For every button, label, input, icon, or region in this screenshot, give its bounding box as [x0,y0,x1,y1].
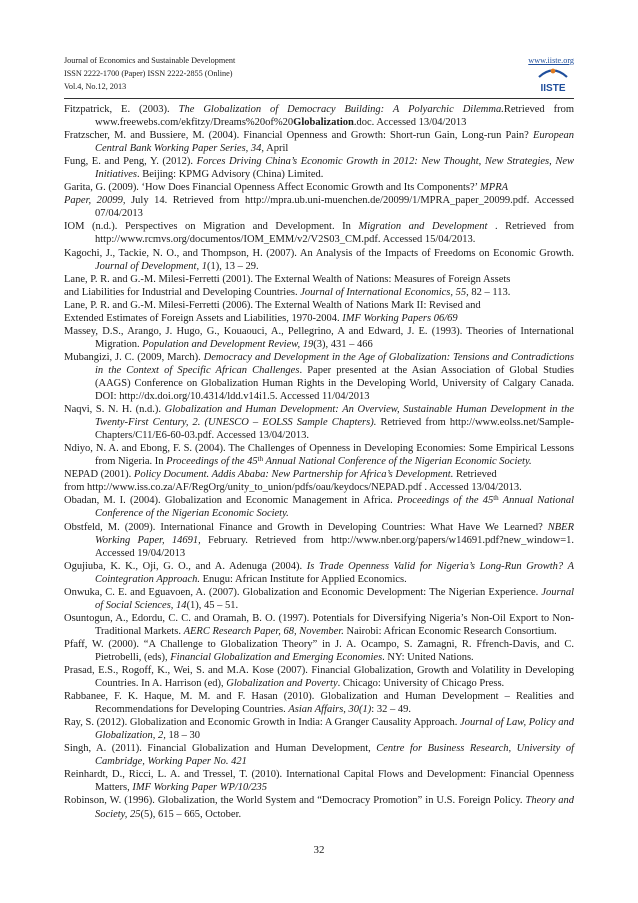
reference-text: Lane, P. R. and G.-M. Milesi-Ferretti (2006). The External Wealth of Nations Mark II: Revised and [64,299,481,311]
reference-text: NEPAD (2001). [64,469,134,481]
reference-text: Asian Affairs, 30(1) [288,704,372,716]
reference-text: Nairobi: African Economic Research Consortium. [343,625,557,637]
reference-text: February. Retrieved from http://www.nber.org/papers/w14691.pdf?new_window=1. Accessed 19/04/2013 [95,534,574,559]
reference-text: Migration and Development [358,221,488,233]
reference-entry [64,742,574,768]
reference-text: Retrieved from http://www.eolss.net/Sample-Chapters/C11/E6-60-03.pdf. Accessed 13/04/2013. [95,417,574,442]
reference-entry [64,155,574,181]
reference-list [64,103,574,821]
reference-text: Proceedings of the 45 [396,495,494,507]
journal-title: Journal of Economics and Sustainable Development [64,56,236,65]
reference-text: 1 [201,260,207,272]
journal-volume: Vol.4, No.12, 2013 [64,82,127,91]
reference-entry [64,403,574,442]
website-link[interactable]: www.iiste.org [528,56,574,65]
reference-text: Mubangizi, J. C. (2009, March). [64,351,204,363]
reference-entry [64,103,574,129]
reference-text: IMF Working Papers 06/69 [342,312,458,324]
reference-text: AERC Research Paper, 68, November. [183,625,344,637]
reference-text: Annual National Conference of the Nigerian Economic Society. [263,456,532,468]
reference-text: .doc. Accessed 13/04/2013 [353,117,467,129]
reference-entry [64,442,574,468]
reference-text: Prasad, E.S., Rogoff, K., Wei, S. and M.A. Kose (2007). Financial Globalization, Growth and Volatility in Developing Countries. In A. Harrison (ed), [64,665,574,690]
reference-text: Singh, A. (2011). Financial Globalization and Human Development, [64,743,377,755]
reference-entry [64,638,574,664]
reference-text: Fung, E. and Peng, Y. (2012). [64,156,197,168]
reference-text: (1), 45 – 51. [186,599,239,611]
reference-entry [64,325,574,351]
header-divider [64,98,574,99]
reference-text: Ogujiuba, K. K., Oji, G. O., and A. Adenuga (2004). [64,560,307,572]
reference-entry [64,690,574,716]
reference-text: Extended Estimates of Foreign Assets and Liabilities, 1970-2004. [64,312,343,324]
reference-text: Annual National Conference of the Nigerian Economic Society. [95,495,574,520]
reference-text: Journal of International Economics, 55 [300,286,467,298]
reference-text: April [264,143,289,155]
reference-text: . NY: United Nations. [382,651,474,663]
reference-text: IMF Working Paper WP/10/235 [132,782,267,794]
reference-entry [64,220,574,246]
reference-text: . Chicago: University of Chicago Press. [337,678,505,690]
journal-header [64,54,574,93]
reference-entry [64,247,574,273]
reference-entry [64,351,574,403]
reference-text: Fitzpatrick, E. (2003). [64,104,179,115]
logo-arc-icon [539,69,567,77]
reference-text: Fratzscher, M. and Bussiere, M. (2004). Financial Openness and Growth: Short-run Gain, Long-run Pain? [64,130,533,142]
reference-entry [64,181,574,194]
reference-text: Retrieved from www.freewebs.com/ekfitzy/Dreams%20of%20 [95,104,575,129]
reference-text: MPRA [480,182,509,194]
reference-entry [64,586,574,612]
reference-text: Onwuka, C. E. and Eguavoen, A. (2007). Globalization and Economic Development: The Nigerian Experience. [64,586,542,598]
reference-text: NBER Working Paper, 14691, [95,521,574,546]
page-number: 32 [313,844,325,856]
reference-entry [64,521,574,560]
reference-text: Obadan, M. I. (2004). Globalization and Economic Management in Africa. [64,495,397,507]
reference-text: Globalization and Poverty [226,678,338,690]
reference-text: Globalization and Human Development: An Overview, Sustainable Human Development in the Twenty-First Century, 2. (UNESCO – EOLSS Sample Chapters). [95,404,574,429]
reference-text: Kagochi, J., Tackie, N. O., and Thompson, H. (2007). An Analysis of the Impacts of Freedoms on Economic Growth. [64,247,574,259]
reference-entry [64,286,574,299]
reference-text: The Globalization of Democracy Building: A Polyarchic Dilemma. [178,104,504,115]
reference-text: Financial Globalization and Emerging Economies [170,651,383,663]
reference-text: Pfaff, W. (2000). “A Challenge to Globalization Theory” in J. A. Ocampo, S. Zamagni, R. Ffrench-Davis, and C. Pietrobelli, (eds), [64,638,574,663]
reference-entry [64,481,574,494]
reference-entry [64,312,574,325]
reference-text: Reinhardt, D., Ricci, L. A. and Tressel, T. (2010). International Capital Flows and Development: Financial Openness Matters, [64,769,574,794]
logo-text: IISTE [540,83,566,94]
reference-text: Policy Document. Addis Ababa: New Partnership for Africa’s Development. [133,469,454,481]
reference-entry [64,494,574,520]
reference-text: Ndiyo, N. A. and Ebong, F. S. (2004). The Challenges of Openness in Developing Economies: Some Empirical Lessons from Nigeria. In [64,443,574,468]
reference-entry [64,468,574,481]
reference-text: Naqvi, S. N. H. (n.d.). [64,404,165,416]
reference-entry [64,129,574,155]
reference-text: Centre for Business Research, University of Cambridge, Working Paper No. 421 [95,743,574,768]
reference-text: . Paper presented at the Asian Association of Global Studies (AAGS) Conference on Globalization Human Rights in the Developing World, University of Calgary Canada. DOI: http://dx.doi.org/10.4314/ldd.v14i1.5. Accessed 11/04/2013 [95,364,574,403]
reference-text: (1), 13 – 29. [206,260,259,272]
reference-text: Enugu: African Institute for Applied Economics. [200,573,407,585]
reference-text: Ray, S. (2012). Globalization and Economic Growth in India: A Granger Causality Approach. [64,717,461,729]
reference-entry [64,299,574,312]
reference-text: Lane, P. R. and G.-M. Milesi-Ferretti (2001). The External Wealth of Nations: Measures of Foreign Assets [64,273,511,285]
reference-text: (3), 431 – 466 [313,338,373,350]
reference-entry [64,664,574,690]
reference-text: Population and Development Review, 19 [142,338,314,350]
reference-entry [64,560,574,586]
reference-entry [64,612,574,638]
reference-entry [64,768,574,794]
reference-text: : 32 – 49. [371,704,411,716]
reference-text: July 14. Retrieved from http://mpra.ub.uni-muenchen.de/20099/1/MPRA_paper_20099.pdf. Accessed 07/04/2013 [95,195,574,220]
reference-entry [64,194,574,220]
reference-text: . Beijing: KPMG Advisory (China) Limited. [137,169,324,181]
reference-text: Proceedings of the 45 [166,456,258,468]
reference-entry [64,273,574,286]
reference-text: Journal of Social Sciences, 14 [95,586,574,611]
reference-text: Globalization [293,117,354,129]
reference-entry [64,716,574,742]
reference-text: Is Trade Openness Valid for Nigeria’s Long-Run Growth? A Cointegration Approach. [95,560,574,585]
reference-text: European Central Bank Working Paper Series, 34, [95,130,574,155]
iiste-logo [536,66,570,94]
reference-text: Theory and Society, 25 [95,795,574,820]
reference-text: th [493,494,499,503]
reference-text: Forces Driving China’s Economic Growth in 2012: New Thought, New Strategies, New Initiatives [95,156,575,181]
reference-text: Massey, D.S., Arango, J. Hugo, G., Kouaouci, A., Pellegrino, A and Edward, J. E. (1993). Theories of International Migration. [64,325,574,350]
reference-text: , 82 – 113. [466,286,511,298]
reference-text: th [257,455,264,464]
reference-text: Democracy and Development in the Age of Globalization: Tensions and Contradictions in the Context of Specific African Challenges [95,351,575,376]
reference-text: (5), 615 – 665, October. [140,808,242,820]
reference-text: . Retrieved from http://www.rcmvs.org/documentos/IOM_EMM/v2/V2S03_CM.pdf. Accessed 15/04/2013. [95,221,574,246]
reference-text: Obstfeld, M. (2009). International Finance and Growth in Developing Countries: What Have We Learned? [64,521,548,533]
reference-text: 18 – 30 [165,730,201,742]
reference-text: Robinson, W. (1996). Globalization, the World System and “Democracy Promotion” in U.S. Foreign Policy. [64,795,526,807]
reference-entry [64,794,574,820]
reference-text: IOM (n.d.). Perspectives on Migration and Development. In [64,221,359,233]
reference-text: Osuntogun, A., Edordu, C. C. and Oramah, B. O. (1997). Potentials for Diversifying Nigeria’s Non-Oil Export to Non-Traditional Markets. [64,612,574,637]
reference-text: Rabbanee, F. K. Haque, M. M. and F. Hasan (2010). Globalization and Human Development – Realities and Recommendations for Developing Countries. [64,691,574,716]
reference-text: Journal of Law, Policy and Globalization, 2, [95,717,574,742]
reference-text: Paper, 20099, [64,195,126,207]
journal-issn: ISSN 2222-1700 (Paper) ISSN 2222-2855 (Online) [64,69,233,78]
reference-text: Retrieved [453,469,497,481]
reference-text: from http://www.iss.co.za/AF/RegOrg/unity_to_union/pdfs/oau/keydocs/NEPAD.pdf . Accessed 13/04/2013. [64,482,522,494]
reference-text: Garita, G. (2009). ‘How Does Financial Openness Affect Economic Growth and Its Components?’ [64,182,481,194]
reference-text: Journal of Development, [95,260,200,272]
reference-text: and Liabilities for Industrial and Developing Countries. [64,286,301,298]
